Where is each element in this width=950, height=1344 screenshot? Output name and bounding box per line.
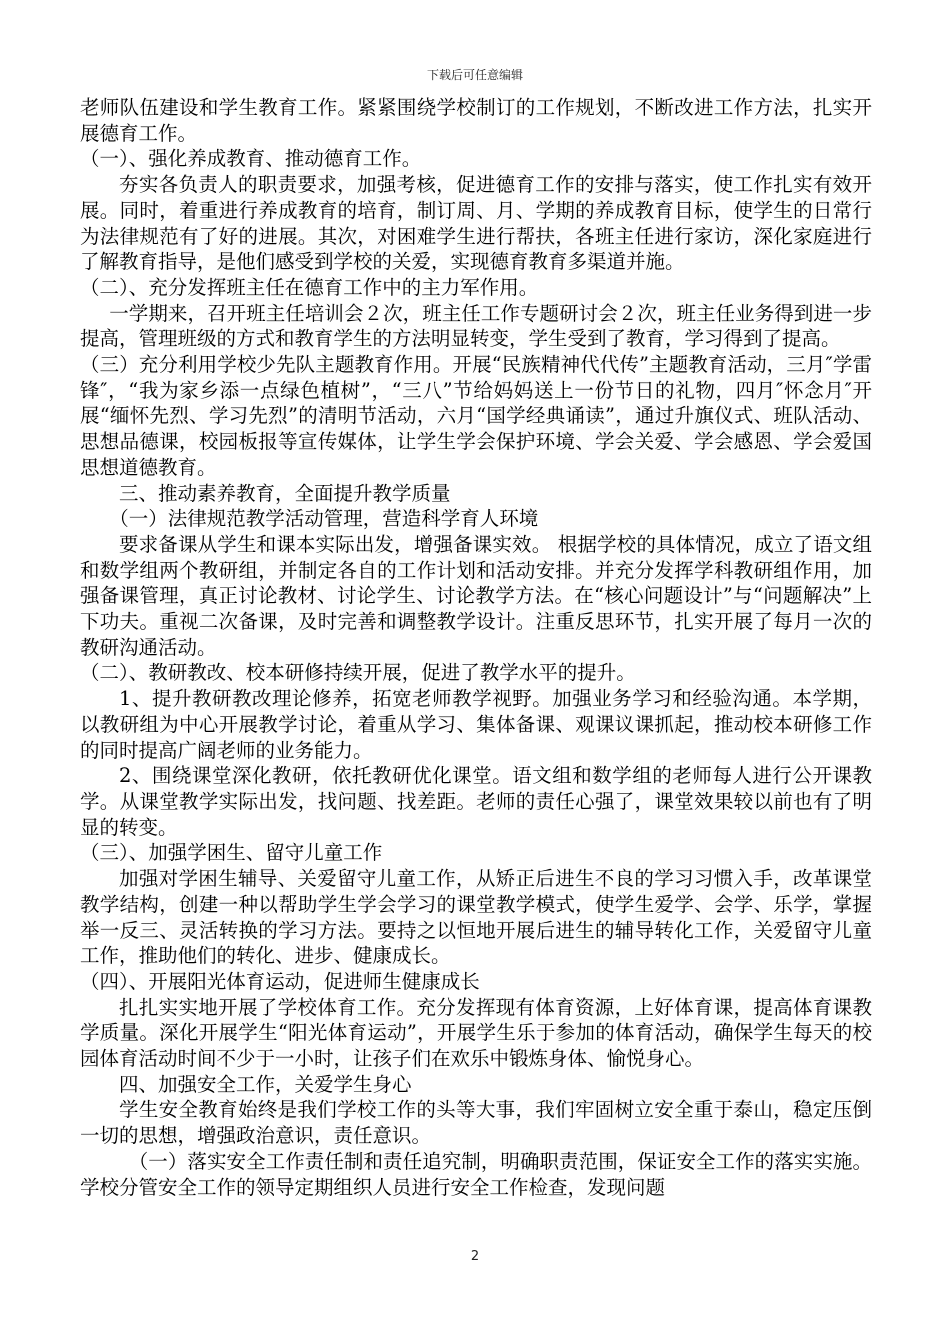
paragraph: 一学期来，召开班主任培训会２次，班主任工作专题研讨会２次，班主任业务得到进一步提高，管理班级的方式和教育学生的方法明显转变，学生受到了教育，学习得到了提高。	[80, 301, 872, 351]
paragraph: 学生安全教育始终是我们学校工作的头等大事，我们牢固树立安全重于泰山，稳定压倒一切的思想，增强政治意识，责任意识。	[80, 1098, 872, 1148]
paragraph: 三、推动素养教育，全面提升教学质量	[119, 481, 451, 505]
paragraph: 扎扎实实地开展了学校体育工作。充分发挥现有体育资源，上好体育课，提高体育课教学质量。深化开展学生“阳光体育运动”，开展学生乐于参加的体育活动，确保学生每天的校园体育活动时间不少于一小时，让孩子们在欢乐中锻炼身体、愉悦身心。	[80, 995, 872, 1071]
paragraph: 要求备课从学生和课本实际出发，增强备课实效。 根据学校的具体情况，成立了语文组和数学组两个教研组，并制定各自的工作计划和活动安排。并充分发挥学科教研组作用，加强备课管理，真正讨论教材、讨论学生、讨论教学方法。在“核心问题设计”与“问题解决”上下功夫。重视二次备课，及时完善和调整教学设计。注重反思环节，扎实开展了每月一次的教研沟通活动。	[80, 532, 872, 659]
page-number: 2	[470, 1249, 480, 1264]
paragraph: 老师队伍建设和学生教育工作。紧紧围绕学校制订的工作规划，不断改进工作方法，扎实开展德育工作。	[80, 96, 872, 145]
paragraph: （一）、强化养成教育、推动德育工作。	[80, 147, 422, 171]
paragraph: （一）法律规范教学活动管理，营造科学育人环境	[109, 507, 539, 531]
paragraph: （一）落实安全工作责任制和责任追究制，明确职责范围，保证安全工作的落实实施。学校分管安全工作的领导定期组织人员进行安全工作检查，发现问题	[80, 1149, 872, 1199]
document-body	[80, 95, 872, 1200]
paragraph: （二）、充分发挥班主任在德育工作中的主力军作用。	[80, 275, 539, 299]
paragraph: 1、提升教研教改理论修养，拓宽老师教学视野。加强业务学习和经验沟通。本学期，以教研组为中心开展教学讨论，着重从学习、集体备课、观课议课抓起，推动校本研修工作的同时提高广阔老师的业务能力。	[80, 687, 872, 762]
paragraph: 四、加强安全工作，关爱学生身心	[119, 1072, 412, 1096]
page-header: 下载后可任意编辑	[426, 68, 523, 82]
paragraph: （二）、教研教改、校本研修持续开展，促进了教学水平的提升。	[80, 661, 636, 685]
paragraph: （四）、开展阳光体育运动，促进师生健康成长	[80, 969, 480, 993]
paragraph: （三）充分利用学校少先队主题教育作用。开展“民族精神代代传”主题教育活动，三月″学雷锋″，“我为家乡添一点绿色植树”，“三八”节给妈妈送上一份节日的礼物，四月″怀念月″开展“缅怀先烈、学习先烈”的清明节活动，六月“国学经典诵读”，通过升旗仪式、班队活动、思想品德课，校园板报等宣传媒体，让学生学会保护环境、学会关爱、学会感恩、学会爱国思想道德教育。	[80, 353, 872, 479]
paragraph: 加强对学困生辅导、关爱留守儿童工作，从矫正后进生不良的学习习惯入手，改革课堂教学结构，创建一种以帮助学生学会学习的课堂教学模式，使学生爱学、会学、乐学，掌握举一反三、灵活转换的学习方法。要持之以恒地开展后进生的辅导转化工作，关爱留守儿童工作，推助他们的转化、进步、健康成长。	[80, 867, 872, 968]
paragraph: 2、围绕课堂深化教研，依托教研优化课堂。语文组和数学组的老师每人进行公开课教学。从课堂教学实际出发，找问题、找差距。老师的责任心强了，课堂效果较以前也有了明显的转变。	[80, 764, 872, 839]
paragraph: 夯实各负责人的职责要求，加强考核，促进德育工作的安排与落实，使工作扎实有效开展。同时，着重进行养成教育的培育，制订周、月、学期的养成教育目标，使学生的日常行为法律规范有了好的进展。其次，对困难学生进行帮扶，各班主任进行家访，深化家庭进行了解教育指导，是他们感受到学校的关爱，实现德育教育多渠道并施。	[80, 173, 872, 274]
paragraph: （三）、加强学困生、留守儿童工作	[80, 841, 383, 865]
